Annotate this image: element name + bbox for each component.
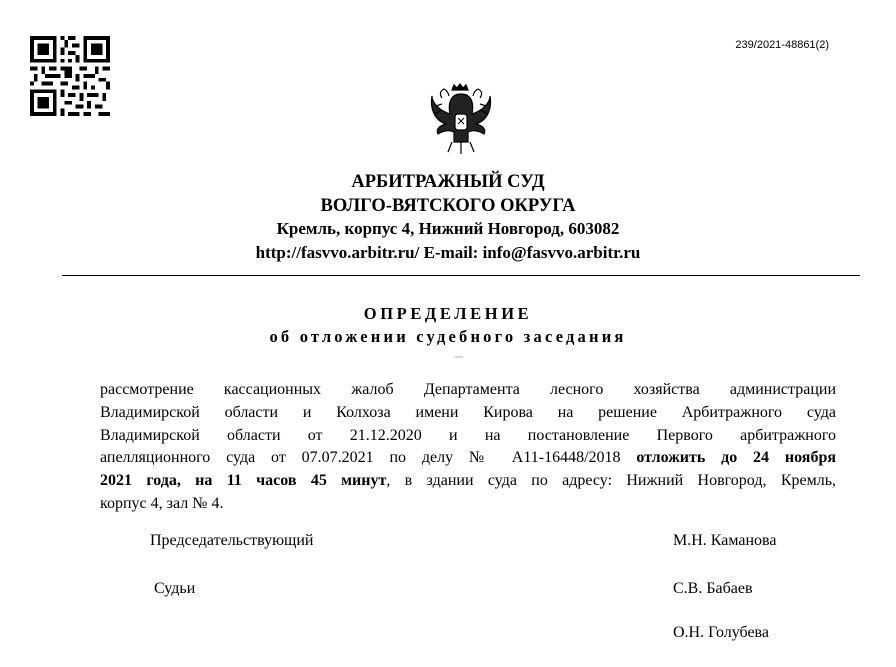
judge-name: С.В. Бабаев [673, 580, 753, 597]
ruling-line: апелляционного суда от 07.07.2021 по делу № А11-16448/2018 отложить до 24 ноября [100, 449, 837, 467]
court-name-line1: АРБИТРАЖНЫЙ СУД [351, 172, 545, 192]
judge-name: О.Н. Голубева [673, 624, 769, 641]
postponement-date: отложить до 24 ноября [636, 449, 837, 467]
document-title: ОПРЕДЕЛЕНИЕ [363, 304, 533, 323]
ruling-line: Владимирской области от 21.12.2020 и на постановление Первого арбитражного [100, 426, 836, 444]
qr-code [30, 36, 110, 116]
ruling-line: 2021 года, на 11 часов 45 минут, в здании суда по адресу: Нижний Новгород, Кремль, [100, 472, 836, 490]
document-number: 239/2021-48861(2) [735, 39, 829, 51]
postponement-time: 2021 года, на 11 часов 45 минут [100, 472, 387, 490]
court-address: Кремль, корпус 4, Нижний Новгород, 603082 [276, 219, 620, 238]
scan-artifact [455, 356, 463, 358]
header-divider [62, 275, 860, 276]
chair-label: Председательствующий [150, 532, 314, 549]
ruling-text [100, 379, 836, 516]
court-name-line2: ВОЛГО-ВЯТСКОГО ОКРУГА [320, 196, 576, 216]
ruling-line: корпус 4, зал № 4. [100, 494, 224, 512]
chair-name: М.Н. Каманова [673, 532, 777, 549]
coat-of-arms-emblem [428, 80, 494, 158]
court-contacts: http://fasvvo.arbitr.ru/ E-mail: info@fasvvo.arbitr.ru [255, 243, 641, 262]
document-subtitle: об отложении судебного заседания [269, 327, 627, 346]
judges-label: Судьи [154, 580, 196, 597]
ruling-line: Владимирской области и Колхоза имени Кирова на решение Арбитражного суда [100, 403, 836, 421]
ruling-line: рассмотрение кассационных жалоб Департамента лесного хозяйства администрации [100, 381, 836, 398]
